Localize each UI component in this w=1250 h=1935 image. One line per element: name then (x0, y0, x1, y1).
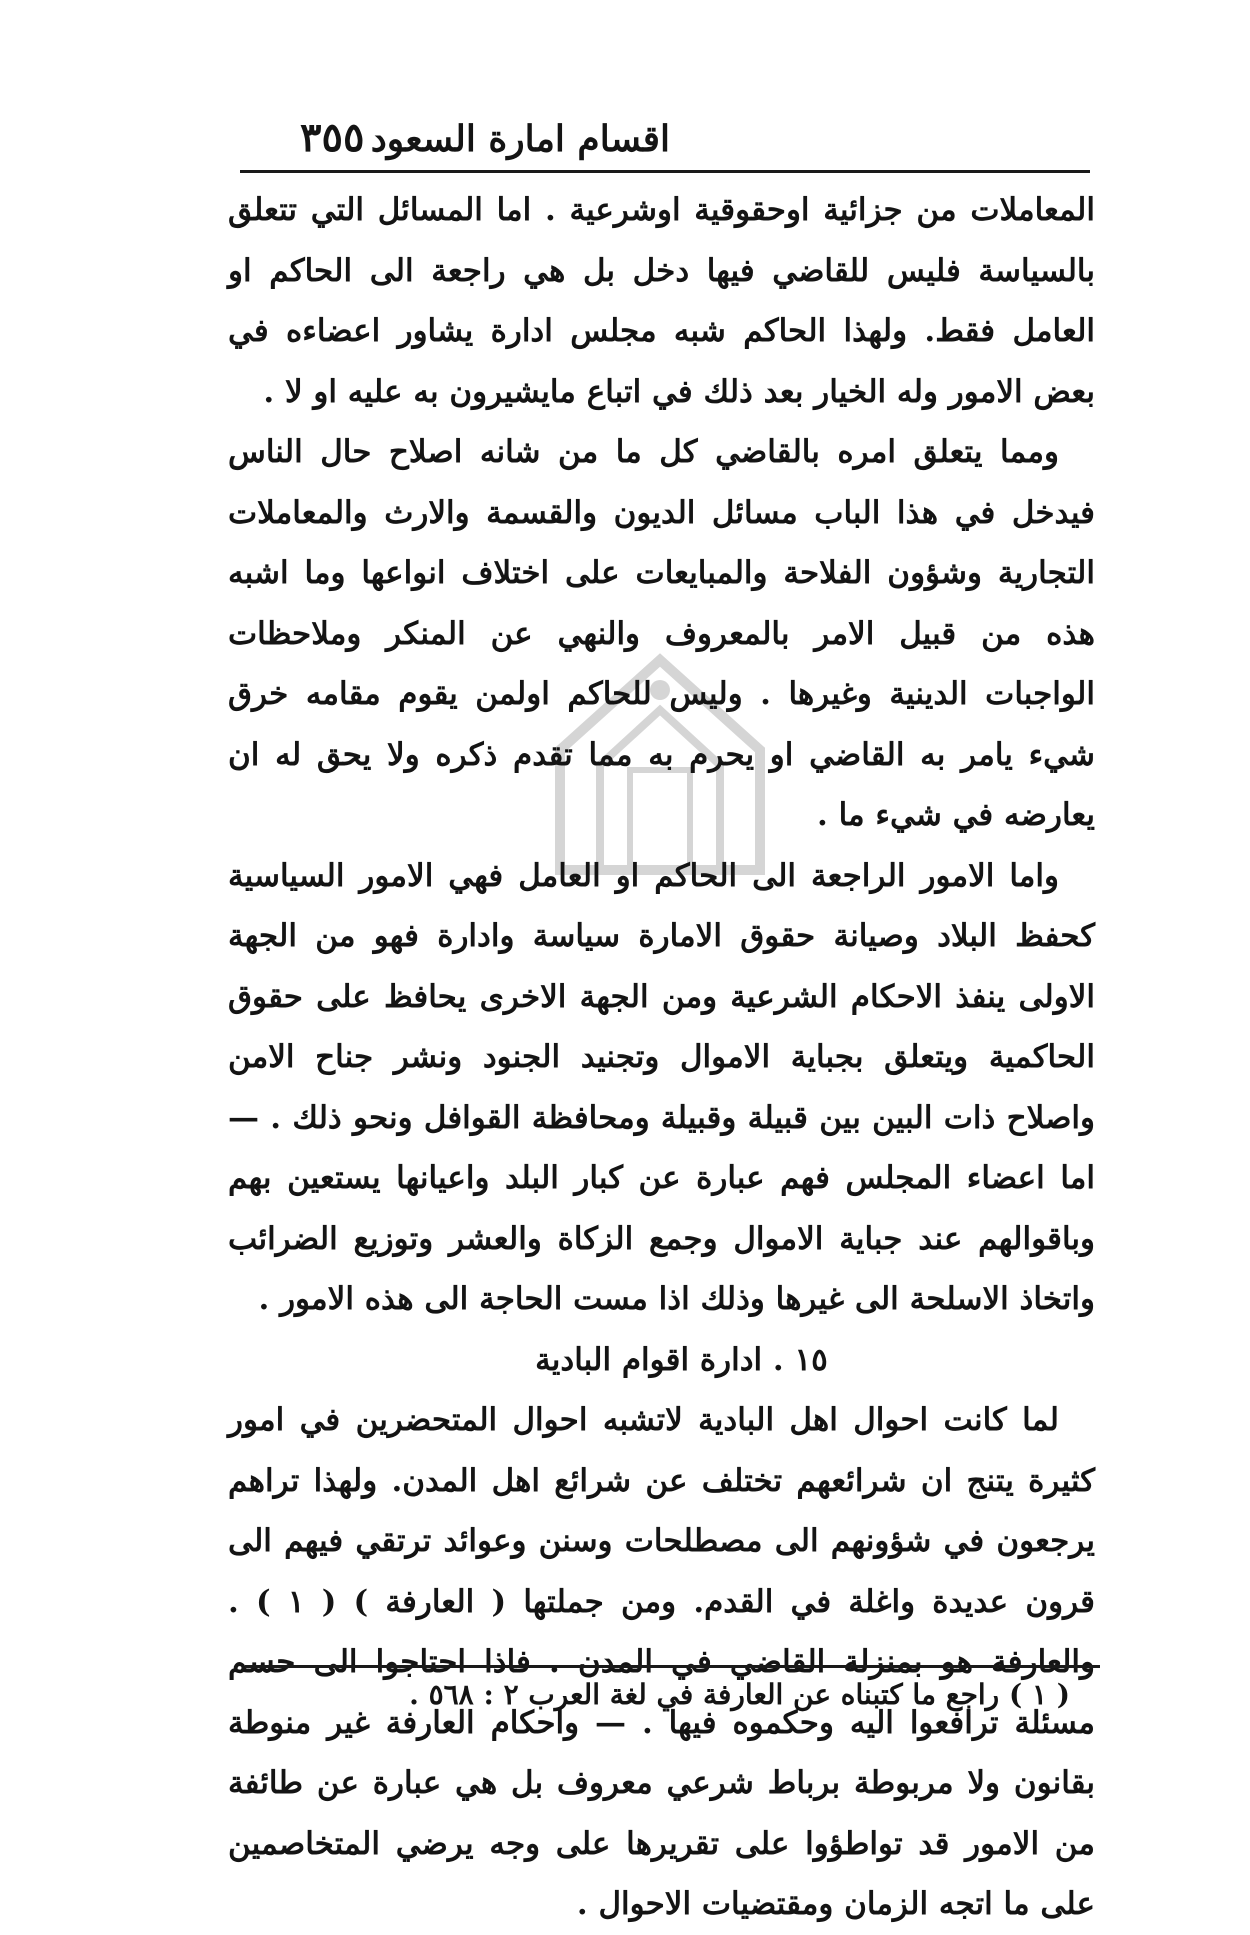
paragraph-1: المعاملات من جزائية اوحقوقية اوشرعية . اما المسائل التي تتعلق بالسياسة فليس للقاضي فيها دخل بل هي راجعة الى الحاكم او العامل فقط. ولهذا الحاكم شبه مجلس ادارة يشاور اعضاءه في بعض الامور وله الخيار بعد ذلك في اتباع مايشيرون به عليه او لا . (228, 192, 1095, 410)
section-number: ١٥ (794, 1341, 828, 1378)
footnote: ( ١ ) راجع ما كتبناه عن العارفة في لغة العرب ٢ : ٥٦٨ . (409, 1678, 1070, 1711)
section-separator: . (762, 1341, 784, 1378)
body-text (228, 180, 1095, 1935)
footnote-divider (245, 1665, 1100, 1668)
paragraph-4: لما كانت احوال اهل البادية لاتشبه احوال المتحضرين في امور كثيرة يتنج ان شرائعهم تختلف عن شرائع اهل المدن. ولهذا تراهم يرجعون في شؤونهم الى مصطلحات وسنن وعوائد ترتقي فيهم الى قرون عديدة واغلة في القدم. ومن جملتها ( العارفة ) ( ١ ) . والعارفة هو بمنزلة القاضي في المدن . فاذا احتاجوا الى حسم مسئلة ترافعوا اليه وحكموه فيها . — واحكام العارفة غير منوطة بقانون ولا مربوطة برباط شرعي معروف بل هي عبارة عن طائفة من الامور قد تواطؤوا على تقريرها على وجه يرضي المتخاصمين على ما اتجه الزمان ومقتضيات الاحوال . (228, 1402, 1095, 1922)
page-number: ٣٥٥ (300, 114, 365, 161)
paragraph-2: ومما يتعلق امره بالقاضي كل ما من شانه اصلاح حال الناس فيدخل في هذا الباب مسائل الديون والقسمة والارث والمعاملات التجارية وشؤون الفلاحة والمبايعات على اختلاف انواعها وما اشبه هذه من قبيل الامر بالمعروف والنهي عن المنكر وملاحظات الواجبات الدينية وغيرها . وليس للحاكم اولمن يقوم مقامه خرق شيء يامر به القاضي او يحرم به مما تقدم ذكره ولا يحق له ان يعارضه في شيء ما . (228, 434, 1095, 833)
running-head: اقسام امارة السعود (370, 118, 670, 160)
section-heading (228, 1330, 1095, 1391)
paragraph-3: واما الامور الراجعة الى الحاكم او العامل فهي الامور السياسية كحفظ البلاد وصيانة حقوق الامارة سياسة وادارة فهو من الجهة الاولى ينفذ الاحكام الشرعية ومن الجهة الاخرى يحافظ على حقوق الحاكمية ويتعلق بجباية الاموال وتجنيد الجنود ونشر جناح الامن واصلاح ذات البين بين قبيلة وقبيلة ومحافظة القوافل ونحو ذلك . — اما اعضاء المجلس فهم عبارة عن كبار البلد واعيانها يستعين بهم وباقوالهم عند جباية الاموال وجمع الزكاة والعشر وتوزيع الضرائب واتخاذ الاسلحة الى غيرها وذلك اذا مست الحاجة الى هذه الامور . (228, 857, 1095, 1317)
page-header (240, 100, 1090, 173)
section-title: ادارة اقوام البادية (535, 1341, 763, 1378)
